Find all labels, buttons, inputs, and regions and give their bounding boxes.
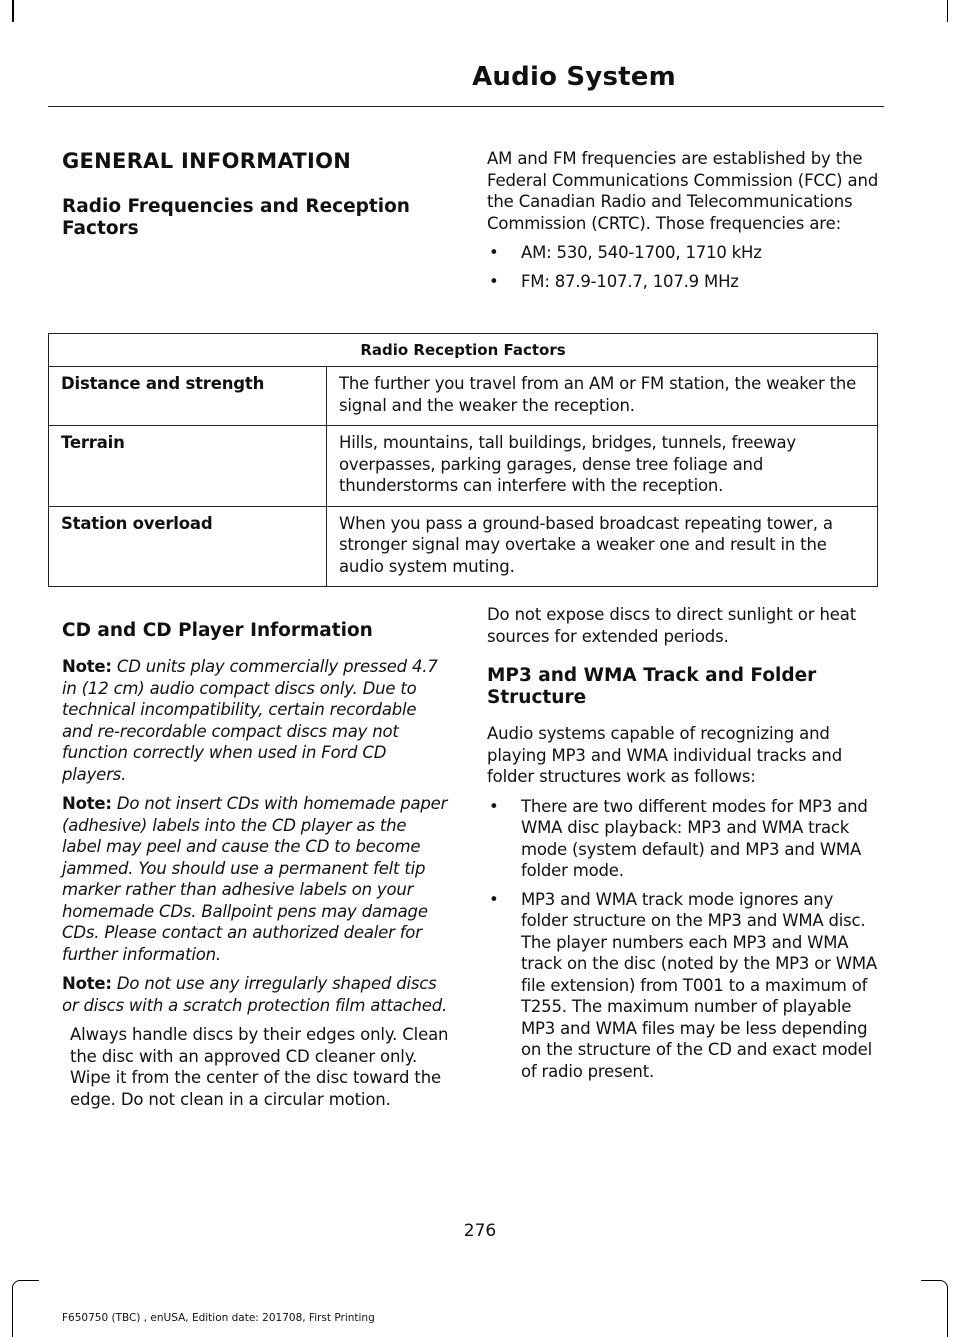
bullet-icon: • [489,243,499,262]
description-cell: When you pass a ground-based broadcast repeating tower, a stronger signal may overtake a weaker one and result in the audio system muting. [327,506,878,587]
header-rule [48,106,884,107]
general-info-right [487,148,881,292]
description-cell: The further you travel from an AM or FM station, the weaker the signal and the weaker the reception. [327,367,878,426]
factor-cell: Distance and strength [49,367,327,426]
crop-mark-top-left [12,0,14,22]
bullet-icon: • [489,796,499,816]
radio-reception-factors-table [48,333,878,587]
list-item: • There are two different modes for MP3 and WMA disc playback: MP3 and WMA track mode (system default) and MP3 and WMA folder mode. [489,796,868,880]
list-item: • MP3 and WMA track mode ignores any folder structure on the MP3 and WMA disc. The player numbers each MP3 and WMA track on the disc (noted by the MP3 or WMA file extension) from T001 to a maximum of T255. The maximum number of playable MP3 and WMA files may be less depending on the structure of the CD and exact model of radio present. [489,889,877,1081]
frequencies-intro: AM and FM frequencies are established by the Federal Communications Commission (FCC) and the Canadian Radio and Telecommunications Commission (CRTC). Those frequencies are: [487,149,879,233]
radio-frequencies-heading: Radio Frequencies and Reception Factors [62,196,410,239]
crop-mark-bottom-right [921,1280,948,1337]
bullet-icon: • [489,889,499,909]
note-label: Note: [62,794,112,813]
cd-info-section [62,620,450,1110]
crop-mark-top-right [947,0,949,22]
table-row [49,426,878,507]
page-title: Audio System [472,62,676,92]
footer-edition-info: F650750 (TBC) , enUSA, Edition date: 201708, First Printing [62,1312,375,1324]
mp3-wma-intro: Audio systems capable of recognizing and playing MP3 and WMA individual tracks and folder structures work as follows: [487,724,843,786]
factor-cell: Terrain [49,426,327,507]
mp3-wma-list [487,796,881,1083]
disc-handling-text: Always handle discs by their edges only. Clean the disc with an approved CD cleaner only. Wipe it from the center of the disc toward the edge. Do not clean in a circular motion. [70,1025,449,1109]
sunlight-warning-text: Do not expose discs to direct sunlight or heat sources for extended periods. [487,605,857,646]
cd-note: Note: CD units play commercially pressed 4.7 in (12 cm) audio compact discs only. Due to technical incompatibility, certain recordable and re-recordable compact discs may not function correctly when used in Ford CD players. [62,657,438,784]
description-cell: Hills, mountains, tall buildings, bridges, tunnels, freeway overpasses, parking garages, dense tree foliage and thunderstorms can interfere with the reception. [327,426,878,507]
mp3-wma-section [487,604,881,1082]
general-info-left [62,148,450,240]
note-label: Note: [62,657,112,676]
bullet-icon: • [489,271,499,291]
list-item: • AM: 530, 540-1700, 1710 kHz [489,243,762,262]
factor-cell: Station overload [49,506,327,587]
general-information-heading: GENERAL INFORMATION [62,149,352,173]
crop-mark-bottom-left [12,1280,39,1337]
list-item: • FM: 87.9-107.7, 107.9 MHz [489,271,739,291]
frequency-list [487,242,881,292]
cd-note: Note: Do not insert CDs with homemade paper (adhesive) labels into the CD player as the label may peel and cause the CD to become jammed. You should use a permanent felt tip marker rather than adhesive labels on your homemade CDs. Ballpoint pens may damage CDs. Please contact an authorized dealer for further information. [62,794,448,964]
note-label: Note: [62,974,112,993]
table-row [49,506,878,587]
page-number: 276 [463,1221,497,1241]
table-title: Radio Reception Factors [49,334,878,367]
mp3-wma-heading: MP3 and WMA Track and Folder Structure [487,665,817,708]
cd-info-heading: CD and CD Player Information [62,620,373,641]
cd-note: Note: Do not use any irregularly shaped discs or discs with a scratch protection film attached. [62,974,448,1015]
table-row [49,367,878,426]
